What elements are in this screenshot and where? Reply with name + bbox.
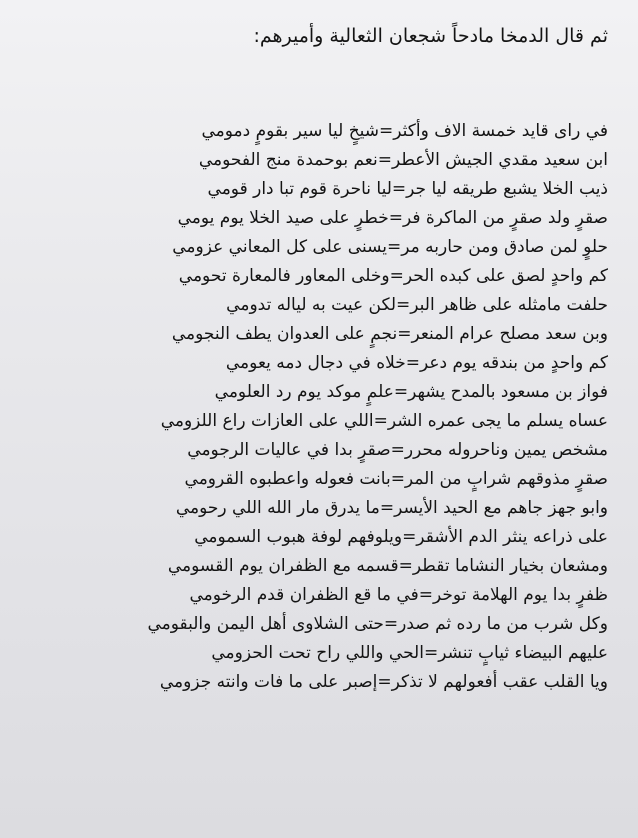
verse-line: ويا القلب عقب أفعولهم لا تذكر=إصبر على ما فات وانته جزومي: [159, 672, 608, 692]
verse-line: حلوٍ لمن صادق ومن حاربه مر=يسنى على كل المعاني عزومي: [172, 237, 608, 257]
verse-list: [28, 117, 608, 697]
verse-line: فواز بن مسعود بالمدح يشهر=علمٍ موكد يوم رد العلومي: [214, 382, 608, 402]
verse-line: صقرٍ ولد صقرٍ من الماكرة فر=خطرٍ على صيد الخلا يوم يومي: [177, 208, 608, 228]
verse-line: صقرٍ مذوقهم شرابٍ من المر=بانت فعوله واعطبوه القرومي: [184, 469, 608, 489]
verse-line: مشخص يمين وناحروله محرر=صقرٍ بدا في عاليات الرجومي: [187, 440, 608, 460]
verse-line: عليهم البيضاء ثيابٍ تنشر=الحي واللي راح تحت الحزومي: [211, 643, 608, 663]
verse-line: حلفت مامثله على ظاهر البر=لكن عيت به لياله تدومي: [226, 295, 608, 315]
verse-line: ابن سعيد مقدي الجيش الأعطر=نعم بوحمدة منج الفحومي: [198, 150, 608, 170]
verse-line: ومشعان بخيار النشاما تقطر=قسمه مع الظفران يوم القسومي: [167, 556, 608, 576]
verse-line: كم واحدٍ من بندقه يوم دعر=خلاه في دجال دمه يعومي: [225, 353, 608, 373]
verse-line: وابو جهز جاهم مع الحيد الأيسر=ما يدرق مار الله اللي رحومي: [175, 498, 608, 518]
poem-heading: ثم قال الدمخا مادحاً شجعان الثعالية وأميرهم:: [253, 25, 608, 47]
verse-line: عساه يسلم ما يجى عمره الشر=اللي على العازات راع اللزومي: [160, 411, 608, 431]
verse-line: على ذراعه ينثر الدم الأشقر=ويلوفهم لوفة هبوب السمومي: [194, 527, 608, 547]
verse-line: في راى قايد خمسة الاف وأكثر=شيخٍ ليا سير بقومٍ دمومي: [201, 121, 608, 141]
verse-line: وكل شرب من ما رده ثم صدر=حتى الشلاوى أهل اليمن والبقومي: [147, 614, 608, 634]
verse-line: ذيب الخلا يشبع طريقه ليا جر=ليا ناحرة قوم تبا دار قومي: [207, 179, 608, 199]
verse-line: ظفرٍ بدا يوم الهلامة توخر=في ما قع الظفران قدم الرخومي: [189, 585, 608, 605]
verse-line: وبن سعد مصلح عرام المنعر=نجمٍ على العدوان يطف النجومي: [171, 324, 608, 344]
verse-line: كم واحدٍ لصق على كبده الحر=وخلى المعاور فالمعارة تحومي: [178, 266, 608, 286]
